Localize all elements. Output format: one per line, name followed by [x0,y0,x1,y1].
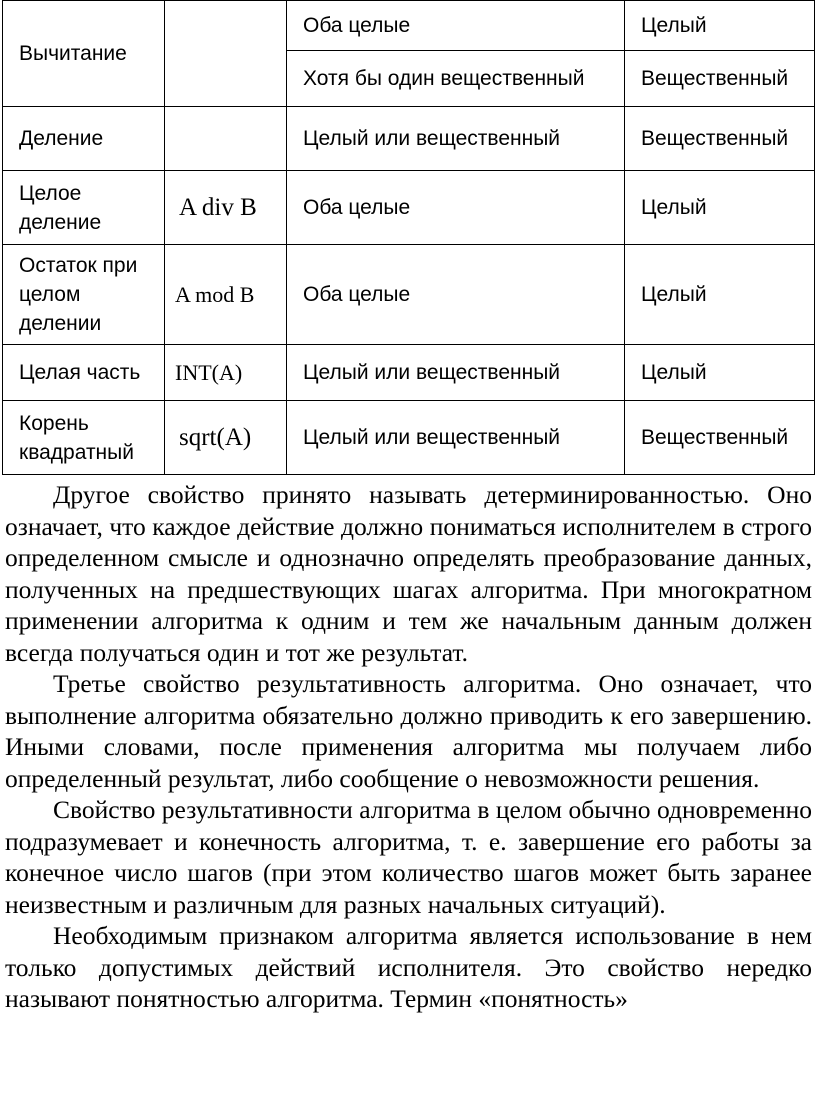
paragraph: Необходимым признаком алгоритма является использование в нем только допустимых действий исполнителя. Это свойство нередко называют понятностью алгоритма. Термин «понятность» [5,921,812,1013]
cell-expression: INT(A) [165,345,287,401]
cell-operands: Оба целые [287,171,625,245]
cell-result: Целый [625,245,815,345]
cell-operands: Хотя бы один вещественный [287,51,625,107]
cell-operands: Целый или вещественный [287,107,625,171]
cell-expression: sqrt(A) [165,401,287,475]
cell-operands: Целый или вещественный [287,345,625,401]
table-row [3,171,815,245]
cell-operation: Целое деление [3,171,165,245]
cell-result: Вещественный [625,401,815,475]
cell-operation: Целая часть [3,345,165,401]
cell-operation: Деление [3,107,165,171]
cell-result: Вещественный [625,51,815,107]
body-text [5,479,812,1015]
table-row [3,401,815,475]
paragraph: Другое свойство принято называть детерминированностью. Оно означает, что каждое действие должно пониматься исполнителем в строго определенном смысле и однозначно определять преобразование данных, полученных на предшествующих шагах алгоритма. При многократном применении алгоритма к одним и тем же начальным данным должен всегда получаться один и тот же результат. [5,480,812,667]
operations-table [2,0,815,475]
table-row [3,245,815,345]
cell-operation: Вычитание [3,1,165,107]
cell-operation: Остаток при целом делении [3,245,165,345]
table-row [3,107,815,171]
cell-expression: A div B [165,171,287,245]
cell-result: Целый [625,171,815,245]
cell-operands: Целый или вещественный [287,401,625,475]
paragraph: Третье свойство результативность алгоритма. Оно означает, что выполнение алгоритма обязательно должно приводить к его завершению. Иными словами, после применения алгоритма мы получаем либо определенный результат, либо сообщение о невозможности решения. [5,669,812,793]
table-row [3,345,815,401]
cell-result: Целый [625,1,815,51]
cell-expression [165,107,287,171]
cell-operands: Оба целые [287,1,625,51]
cell-result: Целый [625,345,815,401]
cell-result: Вещественный [625,107,815,171]
cell-expression [165,1,287,107]
table-row [3,1,815,51]
paragraph: Свойство результативности алгоритма в целом обычно одновременно подразумевает и конечность алгоритма, т. е. завершение его работы за конечное число шагов (при этом количество шагов может быть заранее неизвестным и различным для разных начальных ситуаций). [5,795,812,919]
cell-expression: A mod B [165,245,287,345]
cell-operation: Корень квадратный [3,401,165,475]
cell-operands: Оба целые [287,245,625,345]
